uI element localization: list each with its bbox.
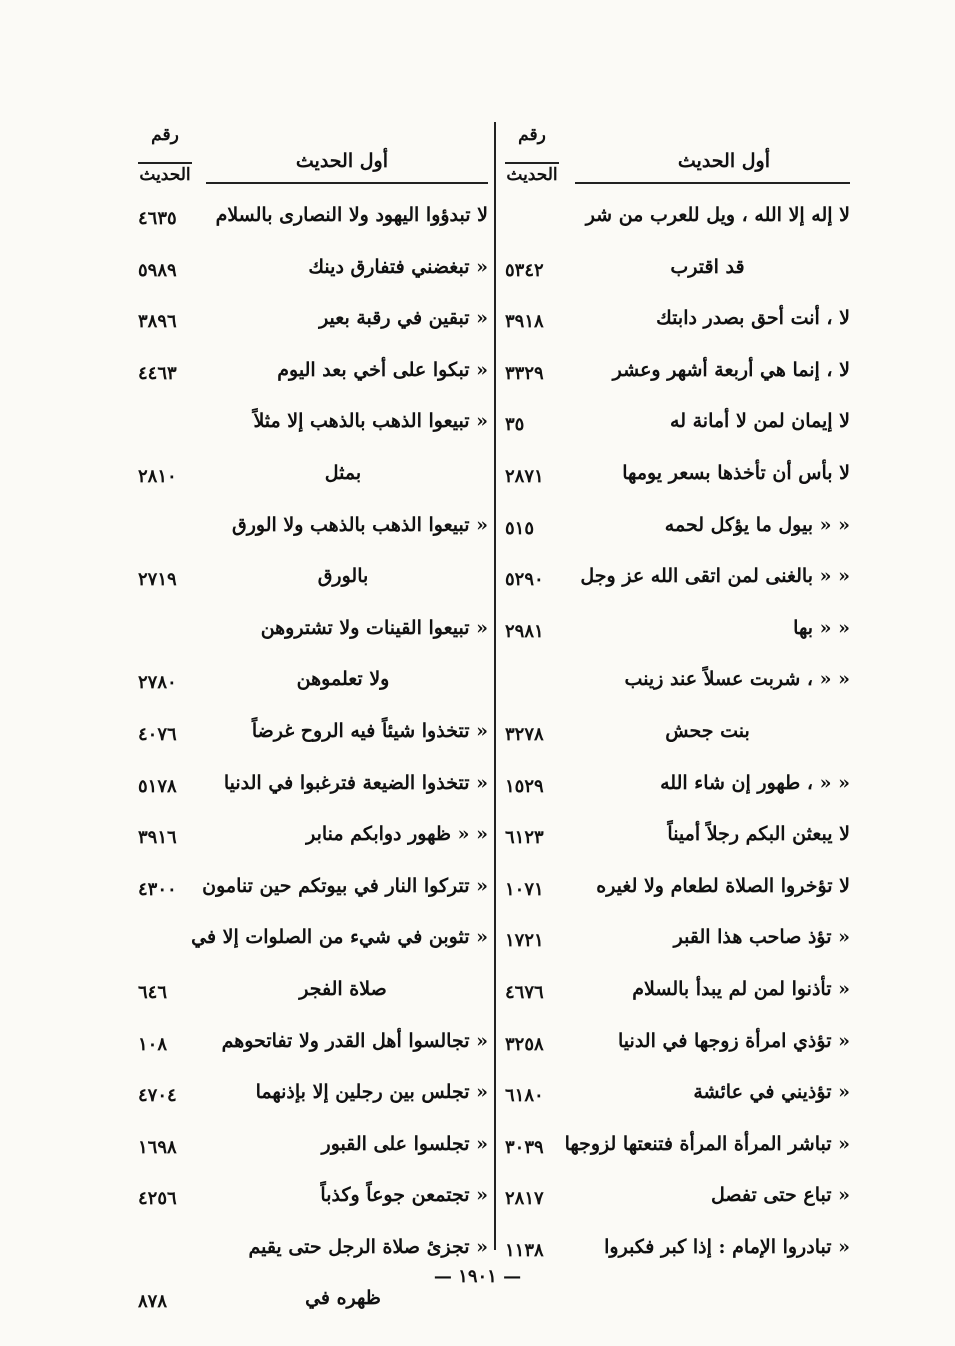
number-header — [505, 124, 559, 186]
index-entry — [505, 396, 850, 448]
hadith-opening: « « بها — [793, 616, 850, 639]
hadith-opening: ظهره في — [305, 1287, 381, 1310]
hadith-number: ١٧٢١ — [505, 930, 544, 952]
index-entry — [138, 293, 488, 345]
hadith-opening: « تجلسوا على القبور — [321, 1132, 488, 1155]
index-entry — [505, 1067, 850, 1119]
index-entry — [138, 345, 488, 397]
hadith-number: ٢٧٨٠ — [138, 672, 177, 694]
index-entry — [505, 603, 850, 655]
index-entry — [505, 345, 850, 397]
index-entry — [505, 706, 850, 758]
index-entry — [505, 500, 850, 552]
index-entry — [138, 1016, 488, 1068]
index-entry — [505, 809, 850, 861]
hadith-number: ١٦٩٨ — [138, 1136, 177, 1158]
index-entry — [138, 396, 488, 448]
hadith-number: ٥٣٤٢ — [505, 259, 544, 281]
hadith-opening: « تؤذيني في عائشة — [693, 1081, 850, 1104]
hadith-opening: « تبادروا الإمام : إذا كبر فكبروا — [604, 1235, 850, 1258]
index-entry — [505, 190, 850, 242]
hadith-opening: « تتخذوا شيئاً فيه الروح غرضاً — [251, 719, 488, 742]
hadith-opening: « تباشر المرأة المرأة فتنعتها لزوجها — [564, 1132, 850, 1155]
hadith-opening: « « ظهور دوابكم منابر — [306, 823, 488, 846]
hadith-number: ١٥٢٩ — [505, 775, 544, 797]
hadith-number: ١١٣٨ — [505, 1239, 544, 1261]
index-entry — [138, 603, 488, 655]
first-words-header: أول الحديث — [677, 150, 770, 172]
index-entry — [505, 758, 850, 810]
hadith-number: ٢٨١٧ — [505, 1188, 544, 1210]
index-entry — [138, 758, 488, 810]
hadith-opening: صلاة الفجر — [299, 977, 387, 1000]
hadith-number: ٤٣٠٠ — [138, 878, 177, 900]
hadith-number: ٥١٧٨ — [138, 775, 177, 797]
hadith-number: ٣٨٩٦ — [138, 311, 177, 333]
hadith-number: ٨٧٨ — [138, 1291, 168, 1313]
hadith-opening: « تجالسوا أهل القدر ولا تفاتحوهم — [221, 1029, 488, 1052]
index-entry — [138, 500, 488, 552]
page-number: — ١٩٠١ — — [433, 1266, 522, 1287]
hadith-opening: لا ، أنت أحق بصدر دابتك — [656, 307, 850, 330]
hadith-opening: « « ، طهور إن شاء الله — [660, 771, 850, 794]
index-entry — [138, 1170, 488, 1222]
index-entry — [505, 861, 850, 913]
hadith-number: ٣٥ — [505, 414, 525, 436]
hadith-opening: لا تبدؤوا اليهود ولا النصارى بالسلام — [215, 204, 488, 226]
column-divider — [494, 122, 496, 1250]
left-entries — [138, 190, 488, 1325]
left-column — [138, 118, 488, 1325]
hadith-number: ٥٢٩٠ — [505, 569, 544, 591]
index-entry — [138, 861, 488, 913]
hadith-number: ٣٩١٦ — [138, 827, 177, 849]
right-column — [505, 118, 850, 1273]
hadith-opening: « تجتمعن جوعاً وكذباً — [320, 1184, 488, 1207]
first-words-header: أول الحديث — [295, 150, 388, 172]
hadith-number: ٢٧١٩ — [138, 569, 177, 591]
number-header-line2: الحديث — [138, 162, 192, 186]
hadith-opening: قد اقترب — [670, 255, 745, 278]
hadith-number: ٢٨٧١ — [505, 465, 544, 487]
hadith-number: ٢٨١٠ — [138, 465, 177, 487]
index-entry — [505, 1170, 850, 1222]
number-header — [138, 124, 192, 186]
column-header — [505, 118, 850, 190]
hadith-opening: « تتخذوا الضيعة فترغبوا في الدنيا — [223, 771, 488, 794]
hadith-opening: « تجلس بين رجلين إلا بإذنهما — [255, 1081, 488, 1104]
index-entry — [138, 242, 488, 294]
hadith-opening: لا بأس أن تأخذها بسعر يومها — [622, 461, 850, 484]
hadith-number: ٥٩٨٩ — [138, 259, 177, 281]
hadith-opening: « « بالغنى لمن اتقى الله عز وجل — [580, 565, 850, 588]
hadith-opening: « تؤذي امرأة زوجها في الدنيا — [618, 1029, 850, 1052]
index-entry — [138, 912, 488, 964]
right-entries — [505, 190, 850, 1273]
hadith-opening: لا إيمان لمن لا أمانة له — [670, 410, 850, 433]
hadith-number: ٤٢٥٦ — [138, 1188, 177, 1210]
header-rule — [206, 182, 488, 184]
hadith-number: ٤٦٧٦ — [505, 981, 544, 1003]
hadith-opening: لا إله إلا الله ، ويل للعرب من شر — [585, 204, 850, 226]
hadith-opening: « « ، شربت عسلاً عند زينب — [624, 668, 850, 691]
hadith-number: ١٠٨ — [138, 1033, 168, 1055]
hadith-opening: « تبغضني فتفارق دينك — [308, 255, 488, 278]
hadith-number: ٦١٨٠ — [505, 1085, 544, 1107]
number-header-line1: رقم — [151, 125, 179, 145]
hadith-opening: « تبيعوا القينات ولا تشتروهن — [260, 616, 488, 639]
header-rule — [575, 182, 850, 184]
index-entry — [138, 706, 488, 758]
index-entry — [138, 654, 488, 706]
hadith-opening: ولا تعلموهن — [296, 668, 390, 691]
index-entry — [138, 551, 488, 603]
hadith-opening: بالورق — [317, 565, 369, 588]
hadith-opening: « تباع حتى تفصل — [711, 1184, 850, 1207]
index-entry — [138, 964, 488, 1016]
hadith-number: ٦٤٦ — [138, 981, 168, 1003]
hadith-number: ٤٧٠٤ — [138, 1085, 177, 1107]
hadith-opening: لا يبعثن البكم رجلاً أميناً — [667, 823, 850, 846]
index-entry — [505, 912, 850, 964]
index-entry — [138, 809, 488, 861]
hadith-number: ٤٤٦٣ — [138, 362, 177, 384]
hadith-opening: « تثوبن في شيء من الصلوات إلا في — [191, 926, 488, 949]
hadith-opening: « تتركوا النار في بيوتكم حين تنامون — [202, 874, 488, 897]
hadith-opening: « تبيعوا الذهب بالذهب إلا مثلاً — [253, 410, 488, 433]
hadith-number: ٣٣٢٩ — [505, 362, 544, 384]
hadith-opening: « تجزئ صلاة الرجل حتى يقيم — [248, 1235, 488, 1258]
hadith-opening: لا ، إنما هي أربعة أشهر وعشر — [612, 358, 850, 381]
index-entry — [138, 448, 488, 500]
hadith-opening: بمثل — [324, 461, 362, 484]
number-header-line1: رقم — [518, 125, 546, 145]
index-entry — [505, 242, 850, 294]
hadith-opening: « « بيول ما يؤكل لحمه — [664, 513, 850, 536]
hadith-number: ٢٩٨١ — [505, 620, 544, 642]
index-entry — [138, 190, 488, 242]
hadith-opening: « تبكوا على أخي بعد اليوم — [277, 358, 488, 381]
index-entry — [138, 1067, 488, 1119]
index-entry — [505, 293, 850, 345]
hadith-opening: « تؤذ صاحب هذا القبر — [673, 926, 850, 949]
hadith-number: ٦١٢٣ — [505, 827, 544, 849]
index-entry — [505, 1016, 850, 1068]
index-entry — [505, 964, 850, 1016]
index-entry — [505, 551, 850, 603]
hadith-opening: لا تؤخروا الصلاة لطعام ولا لغيره — [596, 874, 850, 897]
hadith-opening: « تبقين في رقبة بعير — [319, 307, 488, 330]
number-header-line2: الحديث — [505, 162, 559, 186]
index-entry — [505, 448, 850, 500]
hadith-number: ٣٢٧٨ — [505, 723, 544, 745]
index-entry — [138, 1119, 488, 1171]
column-header — [138, 118, 488, 190]
hadith-number: ١٠٧١ — [505, 878, 544, 900]
hadith-number: ٣٢٥٨ — [505, 1033, 544, 1055]
index-entry — [505, 654, 850, 706]
hadith-number: ٤٠٧٦ — [138, 723, 177, 745]
index-entry — [505, 1119, 850, 1171]
hadith-opening: « تبيعوا الذهب بالذهب ولا الورق — [231, 513, 488, 536]
hadith-opening: « تأذنوا لمن لم يبدأ بالسلام — [632, 977, 850, 1000]
hadith-number: ٣٩١٨ — [505, 311, 544, 333]
hadith-number: ٣٠٣٩ — [505, 1136, 544, 1158]
hadith-number: ٥١٥ — [505, 517, 535, 539]
hadith-number: ٤٦٣٥ — [138, 208, 177, 229]
hadith-opening: بنت جحش — [665, 719, 750, 742]
